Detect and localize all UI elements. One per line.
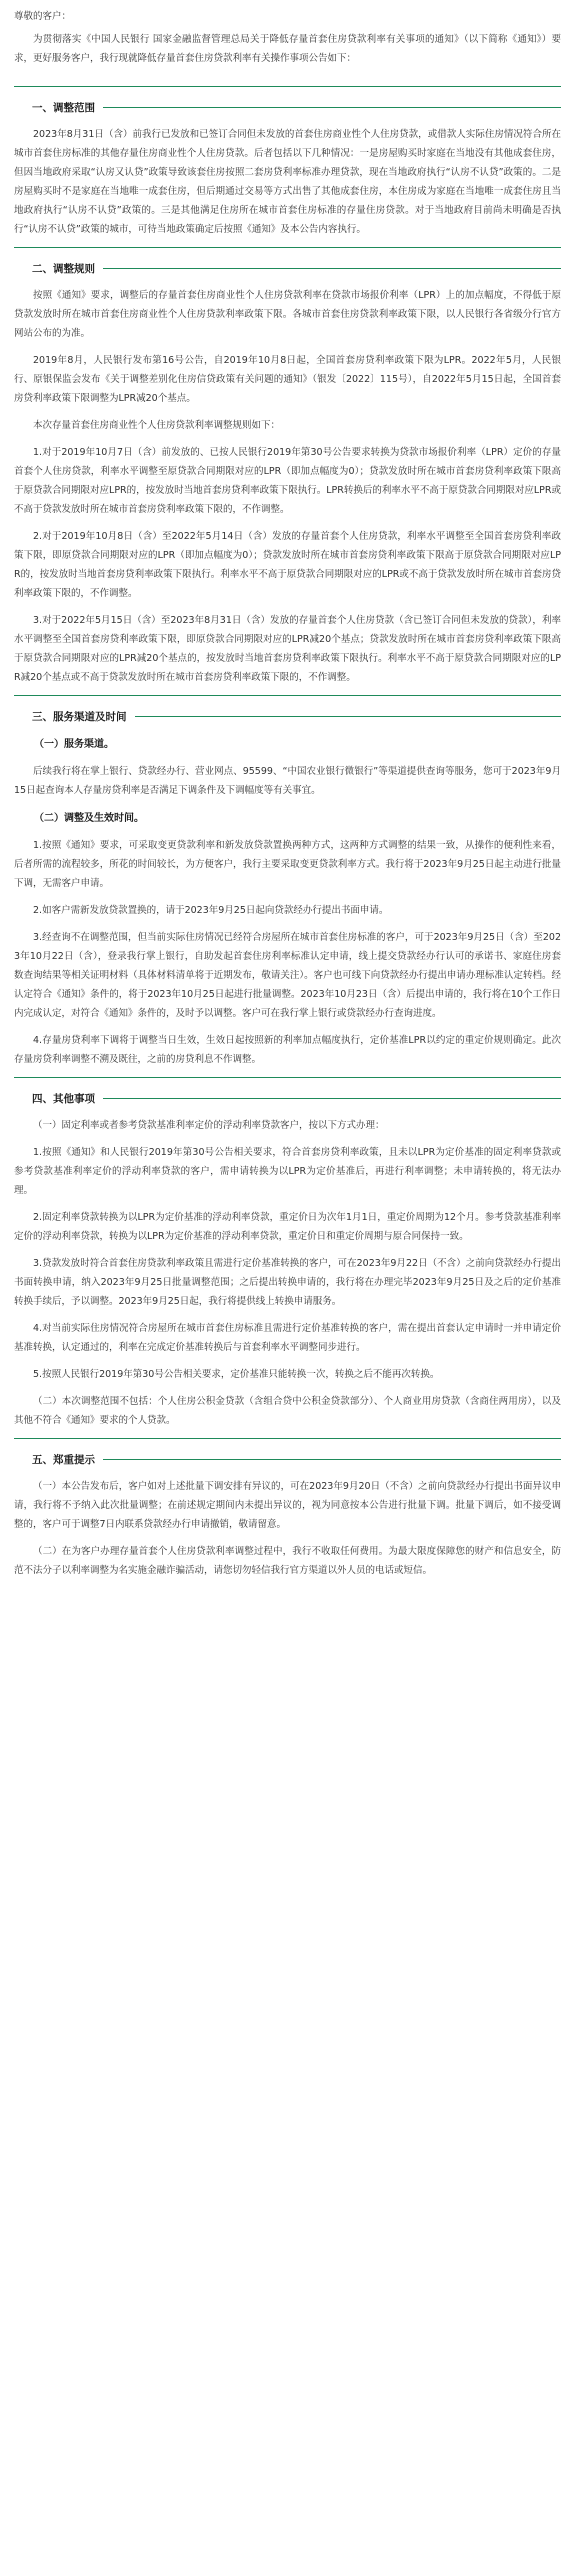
intro-paragraph: 为贯彻落实《中国人民银行 国家金融监督管理总局关于降低存量首套住房贷款利率有关事项的通知》（以下简称《通知》）要求，更好服务客户，我行现就降低存量首套住房贷款利率有关操作事项公告如下： [14, 34, 561, 64]
section-rule [135, 716, 562, 717]
section-title: 二、调整规则 [32, 262, 95, 275]
section-header [14, 1088, 561, 1108]
section-title: 五、郑重提示 [32, 1453, 95, 1466]
section-rule [103, 268, 561, 269]
paragraph: 5.按照人民银行2019年第30号公告相关要求，定价基准只能转换一次，转换之后不能再次转换。 [33, 1369, 440, 1380]
section-header [14, 1449, 561, 1469]
paragraph: （二）在为客户办理存量首套个人住房贷款利率调整过程中，我行不收取任何费用。为最大限度保障您的财产和信息安全，防范不法分子以利率调整为名实施金融诈骗活动，请您切勿轻信我行官方渠道以外人员的电话或短信。 [14, 1546, 561, 1576]
section-header [14, 258, 561, 278]
paragraph: 1.按照《通知》和人民银行2019年第30号公告相关要求，符合首套房贷利率政策，且未以LPR为定价基准的固定利率贷款或参考贷款基准利率定价的浮动利率贷款的客户，需申请转换为以LPR为定价基准后，再进行利率调整；未申请转换的，将无法办理。 [14, 1147, 561, 1196]
section-other [14, 1077, 561, 1430]
section-rule [103, 107, 561, 108]
paragraph: 3.经查询不在调整范围，但当前实际住房情况已经符合房屋所在城市首套住房标准的客户，可于2023年9月25日（含）至2023年10月22日（含），登录我行掌上银行，自助发起首套住房利率标准认定申请，线上提交贷款经办行认可的承诺书、家庭住房套数查询结果等相关证明材料（具体材料清单将于近期发布，敬请关注）。客户也可线下向贷款经办行提出申请办理标准认定转档。经认定符合《通知》条件的，将于2023年10月25日起进行批量调整。2023年10月23日（含）后提出申请的，我行将在10个工作日内完成认定，对符合《通知》条件的，及时予以调整。客户可在我行掌上银行或贷款经办行查询进度。 [14, 932, 561, 1019]
paragraph: 后续我行将在掌上银行、贷款经办行、营业网点、95599、“中国农业银行微银行”等渠道提供查询等服务，您可于2023年9月15日起查询本人存量房贷利率是否满足下调条件及下调幅度等有关事宜。 [14, 766, 561, 796]
paragraph: 2.对于2019年10月8日（含）至2022年5月14日（含）发放的存量首套个人住房贷款，利率水平调整至全国首套房贷利率政策下限，即原贷款合同期限对应的LPR（即加点幅度为0）；贷款发放时所在城市首套房贷利率政策下限高于原贷款合同期限对应LPR的，按发放时当地首套房贷利率政策下限执行。利率水平不高于原贷款合同期限对应的LPR或不高于贷款发放时所在城市首套房贷利率政策下限的，不作调整。 [14, 531, 561, 599]
section-divider [14, 695, 561, 696]
paragraph: 本次存量首套住房商业性个人住房贷款利率调整规则如下： [33, 420, 281, 431]
paragraph: 2019年8月，人民银行发布第16号公告，自2019年10月8日起，全国首套房贷利率政策下限为LPR。2022年5月，人民银行、原银保监会发布《关于调整差别化住房信贷政策有关问题的通知》（银发〔2022〕115号），自2022年5月15日起，全国首套房贷利率政策下限调整为LPR减20个基点。 [14, 355, 561, 404]
paragraph: 4.对当前实际住房情况符合房屋所在城市首套住房标准且需进行定价基准转换的客户，需在提出首套认定申请时一并申请定价基准转换，认定通过的，利率在完成定价基准转换后与首套利率水平调整同步进行。 [14, 1323, 561, 1353]
section-title: 一、调整范围 [32, 101, 95, 114]
paragraph: 2.如客户需新发放贷款置换的，请于2023年9月25日起向贷款经办行提出书面申请。 [33, 905, 389, 916]
section-title: 三、服务渠道及时间 [32, 710, 127, 723]
section-rule [103, 1098, 561, 1099]
paragraph: 4.存量房贷利率下调将于调整当日生效，生效日起按照新的利率加点幅度执行，定价基准LPR以约定的重定价规则确定。此次存量房贷利率调整不溯及既往，之前的房贷利息不作调整。 [14, 1035, 561, 1065]
paragraph: 3.贷款发放时符合首套住房贷款利率政策且需进行定价基准转换的客户，可在2023年9月22日（不含）之前向贷款经办行提出书面转换申请，纳入2023年9月25日批量调整范围；之后提出转换申请的，我行将在办理完毕2023年9月25日及之后的定价基准转换手续后，予以调整。2023年9月25日起，我行将提供线上转换申请服务。 [14, 1258, 561, 1307]
section-scope [14, 86, 561, 239]
section-divider [14, 86, 561, 87]
paragraph: 3.对于2022年5月15日（含）至2023年8月31日（含）发放的存量首套个人住房贷款（含已签订合同但未发放的贷款），利率水平调整至全国首套房贷利率政策下限，即原贷款合同期限对应的LPR减20个基点；贷款发放时所在城市首套房贷利率政策下限高于原贷款合同期限对应的LPR减20个基点的，按发放时当地首套房贷利率政策下限执行。利率水平不高于原贷款合同期限对应的LPR减20个基点或不高于贷款发放时所在城市首套房贷利率政策下限的，不作调整。 [14, 615, 561, 683]
paragraph: （一）本公告发布后，客户如对上述批量下调安排有异议的，可在2023年9月20日（不含）之前向贷款经办行提出书面异议申请，我行将不予纳入此次批量调整；在前述规定期间内未提出异议的，视为同意按本公告进行批量下调。批量下调后，如不接受调整的，客户可于调整7日内联系贷款经办行申请撤销，敬请留意。 [14, 1481, 561, 1530]
paragraph: （二）本次调整范围不包括：个人住房公积金贷款（含组合贷中公积金贷款部分）、个人商业用房贷款（含商住两用房），以及其他不符合《通知》要求的个人贷款。 [14, 1396, 561, 1426]
section-divider [14, 247, 561, 248]
paragraph: （一）固定利率或者参考贷款基准利率定价的浮动利率贷款客户，按以下方式办理： [33, 1120, 385, 1131]
subsection-title: （一）服务渠道。 [34, 739, 114, 750]
paragraph: 1.对于2019年10月7日（含）前发放的、已按人民银行2019年第30号公告要求转换为贷款市场报价利率（LPR）定价的存量首套个人住房贷款，利率水平调整至原贷款合同期限对应的LPR（即加点幅度为0）；贷款发放时所在城市首套房贷利率政策下限高于原贷款合同期限对应LPR的，按发放时当地首套房贷利率政策下限执行。LPR转换后的利率水平不高于原贷款合同期限对应LPR或不高于贷款发放时所在城市首套房贷利率政策下限的，不作调整。 [14, 447, 561, 515]
section-divider [14, 1077, 561, 1078]
section-channels [14, 695, 561, 1069]
section-divider [14, 1438, 561, 1439]
paragraph: 按照《通知》要求，调整后的存量首套住房商业性个人住房贷款利率在贷款市场报价利率（LPR）上的加点幅度，不得低于原贷款发放时所在城市首套住房商业性个人住房贷款利率政策下限。各城市首套住房贷款利率政策下限，以人民银行各省级分行官方网站公布的为准。 [14, 290, 561, 339]
subsection-title: （二）调整及生效时间。 [34, 813, 144, 824]
section-title: 四、其他事项 [32, 1092, 95, 1105]
section-notice [14, 1438, 561, 1580]
paragraph: 1.按照《通知》要求，可采取变更贷款利率和新发放贷款置换两种方式，这两种方式调整的结果一致，从操作的便利性来看，后者所需的流程较多，所花的时间较长，为方便客户，我行主要采取变更贷款利率方式。我行将于2023年9月25日起主动进行批量下调，无需客户申请。 [14, 840, 561, 889]
section-rule [103, 1459, 561, 1460]
section-header [14, 706, 561, 726]
paragraph: 2023年8月31日（含）前我行已发放和已签订合同但未发放的首套住房商业性个人住房贷款，或借款人实际住房情况符合所在城市首套住房标准的其他存量住房商业性个人住房贷款。后者包括以下几种情况：一是房屋购买时家庭在当地没有其他成套住房，但因当地政府采取“认房又认贷”政策导致该套住房按照二套房贷利率标准办理贷款，现在当地政府执行“认房不认贷”政策的。二是房屋购买时不是家庭在当地唯一成套住房，但后期通过交易等方式出售了其他成套住房，本住房成为家庭在当地唯一成套住房且当地政府执行“认房不认贷”政策的。三是其他满足住房所在城市首套住房标准的存量住房贷款。对于当地政府目前尚未明确是否执行“认房不认贷”政策的城市，可待当地政策确定后按照《通知》及本公告内容执行。 [14, 129, 561, 235]
section-header [14, 97, 561, 117]
section-rules [14, 247, 561, 687]
greeting: 尊敬的客户： [14, 11, 72, 22]
paragraph: 2.固定利率贷款转换为以LPR为定价基准的浮动利率贷款，重定价日为次年1月1日，重定价周期为12个月。参考贷款基准利率定价的浮动利率贷款，转换为以LPR为定价基准的浮动利率贷款，重定价日和重定价周期与原合同保持一致。 [14, 1212, 561, 1242]
